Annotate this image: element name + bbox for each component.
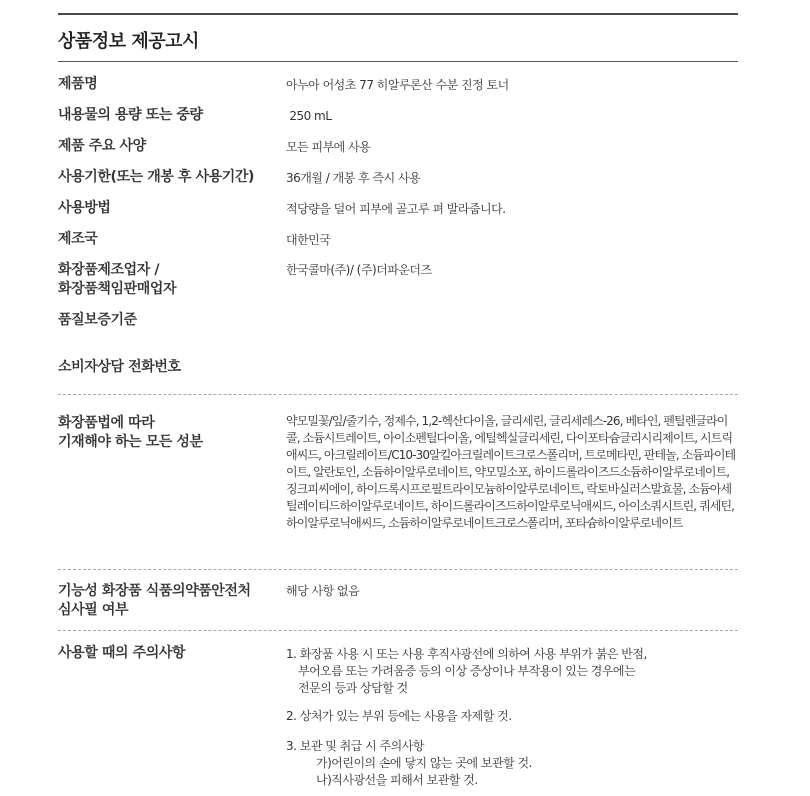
- caution-item-3b: 나)직사광선을 피해서 보관할 것.: [316, 773, 478, 787]
- caution-label: 사용할 때의 주의사항: [58, 645, 186, 661]
- caution-item-1-line3: 전문의 등과 상담할 것: [298, 681, 408, 695]
- row-value-volume: 250 mL: [286, 109, 332, 123]
- row-label-volume: 내용물의 용량 또는 중량: [58, 107, 203, 123]
- row-value-country: 대한민국: [286, 233, 331, 247]
- row-value-usage: 적당량을 덜어 피부에 골고루 펴 발라줍니다.: [286, 202, 506, 216]
- caution-item-3: 3. 보관 및 취급 시 주의사항: [286, 739, 424, 753]
- caution-item-1-line1: 1. 화장품 사용 시 또는 사용 후직사광선에 의하여 사용 부위가 붉은 반점,: [286, 647, 647, 661]
- section-divider: [58, 569, 738, 570]
- caution-item-3a: 가)어린이의 손에 닿지 않는 곳에 보관할 것.: [316, 756, 532, 770]
- row-value-expiry: 36개월 / 개봉 후 즉시 사용: [286, 171, 421, 185]
- functional-label-line2: 심사필 여부: [58, 602, 129, 618]
- ingredients-label-line2: 기재해야 하는 모든 성분: [58, 434, 203, 450]
- row-label-manufacturer-line1: 화장품제조업자 /: [58, 262, 160, 278]
- page-title: 상품정보 제공고시: [58, 31, 199, 52]
- row-label-usage: 사용방법: [58, 200, 111, 216]
- ingredients-label-line1: 화장품법에 따라: [58, 415, 155, 431]
- row-label-quality-standard: 품질보증기준: [58, 312, 137, 328]
- ingredients-list: 약모밀꽃/잎/줄기수, 정제수, 1,2-헥산다이올, 글리세린, 글리세레스-26, 베타인, 펜틸렌글라이콜, 소듐시트레이트, 아이소펜틸다이올, 에틸헥실글리세린, 다이포타슘글리시리제이트, 시트릭애씨드, 아크릴레이트/C10-30알킬아크릴레이트크로스폴리머, 트로메타민, 판테놀, 소듐파이테이트, 알란토인, 소듐하이알루로네이트, 약모밀소포, 하이드롤라이즈드소듐하이알루로네이트, 징크피씨에이, 하이드록시프로필트라이모늄하이알루로네이트, 락토바실러스발효물, 소듐아세틸레이티드하이알루로네이트, 하이드롤라이즈드하이알루로닉애씨드, 아이소쿼시트린, 쿼세틴, 하이알루로닉애씨드, 소듐하이알루로네이트크로스폴리머, 포타슘하이알루로네이트: [286, 414, 736, 530]
- row-label-consumer-phone: 소비자상담 전화번호: [58, 359, 181, 375]
- functional-label-line1: 기능성 화장품 식품의약품안전처: [58, 583, 251, 599]
- row-label-manufacturer-line2: 화장품책임판매업자: [58, 281, 177, 297]
- functional-value: 해당 사항 없음: [286, 584, 360, 598]
- row-label-product-name: 제품명: [58, 76, 98, 92]
- row-value-product-name: 아누아 어성초 77 히알루론산 수분 진정 토너: [286, 78, 509, 92]
- header-divider: [58, 61, 738, 62]
- caution-item-2: 2. 상처가 있는 부위 등에는 사용을 자제할 것.: [286, 709, 512, 723]
- top-divider: [58, 13, 738, 15]
- row-label-expiry: 사용기한(또는 개봉 후 사용기간): [58, 169, 255, 185]
- row-value-main-spec: 모든 피부에 사용: [286, 140, 371, 154]
- caution-item-1-line2: 부어오름 또는 가려움증 등의 이상 증상이나 부작용이 있는 경우에는: [298, 664, 636, 678]
- row-label-main-spec: 제품 주요 사양: [58, 138, 146, 154]
- section-divider: [58, 630, 738, 631]
- row-label-country: 제조국: [58, 231, 98, 247]
- section-divider: [58, 394, 738, 395]
- row-value-manufacturer: 한국콜마(주)/ (주)더파운더즈: [286, 263, 432, 277]
